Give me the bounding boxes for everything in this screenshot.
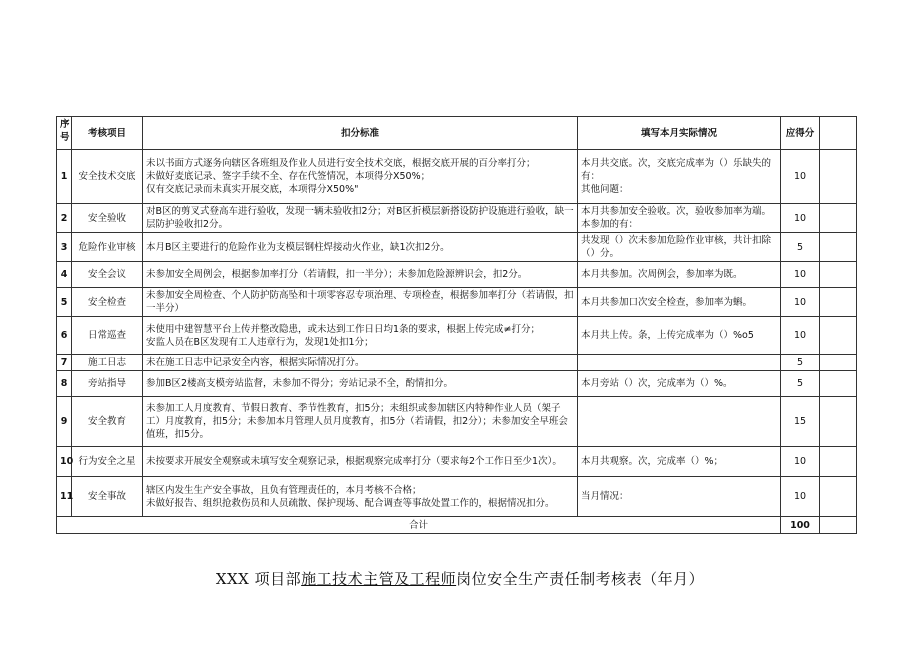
row-score: 10 xyxy=(781,150,820,204)
row-no: 10 xyxy=(57,447,72,477)
row-item: 安全检查 xyxy=(72,288,143,317)
table-row xyxy=(57,477,857,517)
table-row xyxy=(57,150,857,204)
table-row xyxy=(57,371,857,397)
row-actual: 当月情况： xyxy=(578,477,781,517)
row-actual: 本月共参加。次周例会，参加率为既。 xyxy=(578,262,781,288)
row-standard: 未参加安全周例会，根据参加率打分（若请假，扣一半分）；未参加危险源辨识会，扣2分。 xyxy=(143,262,578,288)
title-underlined: 施工技术主管及工程师 xyxy=(301,570,457,588)
row-no: 5 xyxy=(57,288,72,317)
row-extra xyxy=(820,447,857,477)
table-row xyxy=(57,288,857,317)
row-extra xyxy=(820,371,857,397)
title-suffix: 岗位安全生产责任制考核表（年月） xyxy=(456,570,705,588)
table-row xyxy=(57,447,857,477)
table-row xyxy=(57,355,857,371)
row-actual: 本月旁站（）次，完成率为（）%。 xyxy=(578,371,781,397)
row-standard: 未以书面方式逐务向辖区各班组及作业人员进行安全技术交底，根据交底开展的百分率打分； 未做好麦底记录、签字手续不全、存在代签情况，本项得分X50%； 仅有交底记录而未真实开展交底，本项得分X50%" xyxy=(143,150,578,204)
row-standard: 未参加工人月度教育、节假日教育、季节性教育，扣5分；未组织或参加辖区内特种作业人员（架子工）月度教育，扣5分；未参加本月管理人员月度教育，扣5分（若请假，扣2分）；未参加安全早班会值班，扣5分。 xyxy=(143,397,578,447)
row-score: 10 xyxy=(781,477,820,517)
row-extra xyxy=(820,397,857,447)
row-extra xyxy=(820,262,857,288)
row-extra xyxy=(820,355,857,371)
row-item: 安全事故 xyxy=(72,477,143,517)
table-row xyxy=(57,317,857,355)
row-item: 危险作业审核 xyxy=(72,233,143,262)
row-no: 8 xyxy=(57,371,72,397)
row-standard: 辖区内发生生产安全事故，且负有管理责任的，本月考核不合格； 未做好报告、组织抢救伤员和人员疏散、保护现场、配合调查等事故处置工作的，根据情况扣分。 xyxy=(143,477,578,517)
row-score: 5 xyxy=(781,371,820,397)
row-score: 5 xyxy=(781,233,820,262)
row-score: 10 xyxy=(781,262,820,288)
total-label: 合计 xyxy=(57,517,781,534)
header-standard: 扣分标准 xyxy=(143,117,578,150)
row-no: 3 xyxy=(57,233,72,262)
row-actual: 本月共参加安全验收。次，验收参加率为端。本参加的有： xyxy=(578,204,781,233)
table-row xyxy=(57,397,857,447)
total-row xyxy=(57,517,857,534)
row-no: 11 xyxy=(57,477,72,517)
total-score: 100 xyxy=(781,517,820,534)
row-score: 10 xyxy=(781,447,820,477)
row-no: 6 xyxy=(57,317,72,355)
row-item: 行为安全之星 xyxy=(72,447,143,477)
header-item: 考核项目 xyxy=(72,117,143,150)
row-actual: 本月共上传。条，上传完成率为（）%o5 xyxy=(578,317,781,355)
row-standard: 对B区的剪叉式登高车进行验收，发现一辆未验收扣2分；对B区折模层新搭设防护设施进行验收，缺一层防护验收扣2分。 xyxy=(143,204,578,233)
row-actual xyxy=(578,397,781,447)
row-actual: 本月共参加口次安全检查，参加率为蝌。 xyxy=(578,288,781,317)
row-item: 安全教育 xyxy=(72,397,143,447)
row-standard: 未按要求开展安全观察或未填写安全观察记录，根据观察完成率打分（要求每2个工作日至少1次）。 xyxy=(143,447,578,477)
row-standard: 参加B区2楼高支模旁站监督，未参加不得分；旁站记录不全，酌情扣分。 xyxy=(143,371,578,397)
header-score: 应得分 xyxy=(781,117,820,150)
row-item: 安全会议 xyxy=(72,262,143,288)
row-score: 10 xyxy=(781,204,820,233)
page-title xyxy=(0,568,920,589)
header-extra xyxy=(820,117,857,150)
row-extra xyxy=(820,317,857,355)
title-prefix: XXX 项目部 xyxy=(215,570,302,588)
table-row xyxy=(57,262,857,288)
row-extra xyxy=(820,204,857,233)
row-item: 旁站指导 xyxy=(72,371,143,397)
row-no: 4 xyxy=(57,262,72,288)
table-row xyxy=(57,204,857,233)
row-actual xyxy=(578,355,781,371)
row-score: 5 xyxy=(781,355,820,371)
row-standard: 未参加安全周检查、个人防护防高坠和十项零容忍专项治理、专项检查，根据参加率打分（若请假，扣一半分） xyxy=(143,288,578,317)
row-extra xyxy=(820,233,857,262)
total-extra xyxy=(820,517,857,534)
row-item: 施工日志 xyxy=(72,355,143,371)
header-no: 序号 xyxy=(57,117,72,150)
row-no: 2 xyxy=(57,204,72,233)
row-actual: 本月共交底。次，交底完成率为（）乐缺失的有： 其他问题： xyxy=(578,150,781,204)
row-score: 10 xyxy=(781,317,820,355)
row-actual: 本月共观察。次，完成率（）%； xyxy=(578,447,781,477)
row-standard: 本月B区主要进行的危险作业为支模层钢柱焊接动火作业，缺1次扣2分。 xyxy=(143,233,578,262)
row-extra xyxy=(820,477,857,517)
row-item: 日常巡查 xyxy=(72,317,143,355)
row-item: 安全技术交底 xyxy=(72,150,143,204)
row-no: 1 xyxy=(57,150,72,204)
header-actual: 填写本月实际情况 xyxy=(578,117,781,150)
row-extra xyxy=(820,288,857,317)
row-extra xyxy=(820,150,857,204)
row-actual: 共发现（）次未参加危险作业审核，共计扣除（）分。 xyxy=(578,233,781,262)
row-no: 9 xyxy=(57,397,72,447)
row-item: 安全验收 xyxy=(72,204,143,233)
table-row xyxy=(57,233,857,262)
row-no: 7 xyxy=(57,355,72,371)
row-standard: 未使用中建智慧平台上传并整改隐患，或未达到工作日日均1条的要求，根据上传完成≠打分； 安监人员在B区发现有工人违章行为，发现1处扣1分； xyxy=(143,317,578,355)
table-header-row xyxy=(57,117,857,150)
row-standard: 未在施工日志中记录安全内容，根据实际情况打分。 xyxy=(143,355,578,371)
row-score: 10 xyxy=(781,288,820,317)
row-score: 15 xyxy=(781,397,820,447)
assessment-table xyxy=(56,116,857,534)
